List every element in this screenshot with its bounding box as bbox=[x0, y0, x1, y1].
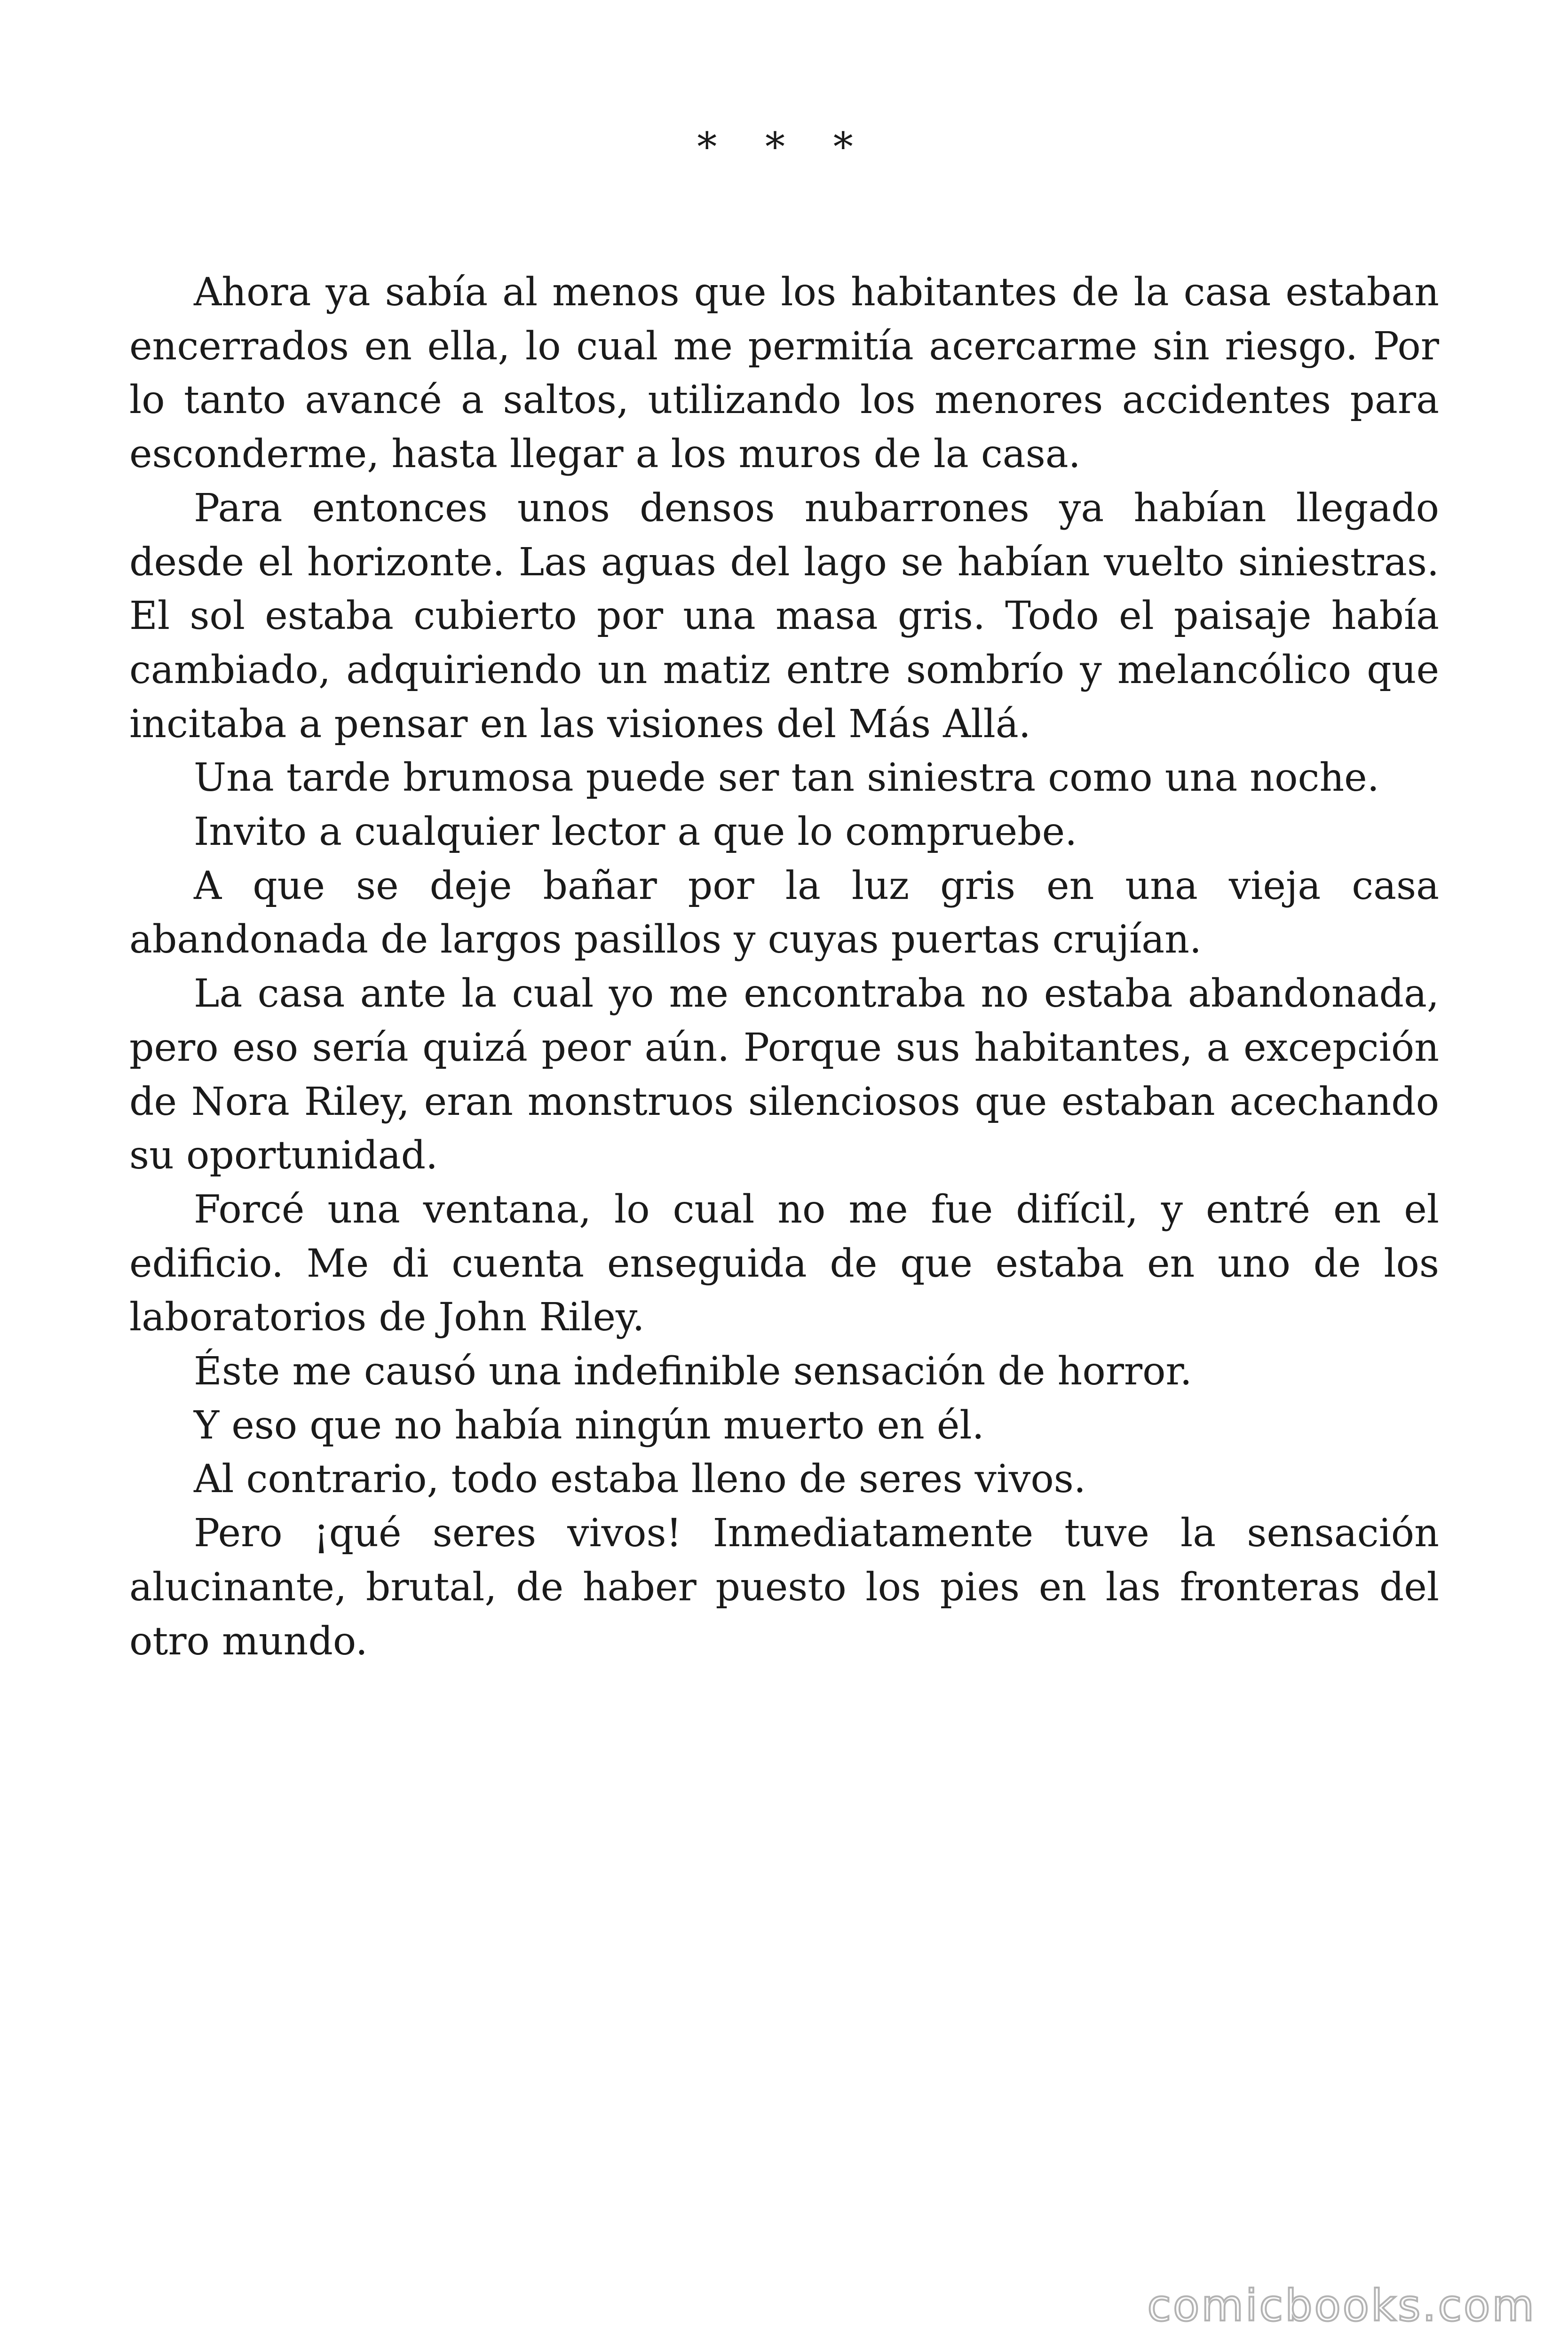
paragraph: Ahora ya sabía al menos que los habitantes de la casa estaban encerrados en ella, lo cual me permitía acercarme sin riesgo. Por lo tanto avancé a saltos, utilizando los menores accidentes para esconderme, hasta llegar a los muros de la casa. bbox=[129, 270, 1439, 477]
paragraph: A que se deje bañar por la luz gris en una vieja casa abandonada de largos pasillos y cuyas puertas crujían. bbox=[129, 863, 1439, 962]
body-text bbox=[129, 266, 1439, 1669]
paragraph: Al contrario, todo estaba lleno de seres vivos. bbox=[194, 1457, 1086, 1502]
paragraph: Pero ¡qué seres vivos! Inmediatamente tuve la sensación alucinante, brutal, de haber puesto los pies en las fronteras del otro mundo. bbox=[129, 1511, 1439, 1664]
paragraph: La casa ante la cual yo me encontraba no estaba abandonada, pero eso sería quizá peor aún. Porque sus habitantes, a excepción de Nora Riley, eran monstruos silenciosos que estaban acechando su oportunidad. bbox=[129, 971, 1439, 1178]
paragraph: Forcé una ventana, lo cual no me fue difícil, y entré en el edificio. Me di cuenta enseguida de que estaba en uno de los laboratorios de John Riley. bbox=[129, 1187, 1439, 1340]
paragraph: Y eso que no había ningún muerto en él. bbox=[194, 1403, 984, 1448]
paragraph: Una tarde brumosa puede ser tan siniestra como una noche. bbox=[194, 755, 1379, 801]
paragraph: Para entonces unos densos nubarrones ya habían llegado desde el horizonte. Las aguas del lago se habían vuelto siniestras. El sol estaba cubierto por una masa gris. Todo el paisaje había cambiado, adquiriendo un matiz entre sombrío y melancólico que incitaba a pensar en las visiones del Más Allá. bbox=[129, 485, 1439, 747]
paragraph: Invito a cualquier lector a que lo compruebe. bbox=[194, 810, 1077, 855]
section-separator: * * * bbox=[697, 124, 871, 170]
paragraph: Éste me causó una indefinible sensación de horror. bbox=[194, 1349, 1192, 1394]
watermark: comicbooks.com bbox=[1147, 2280, 1536, 2331]
